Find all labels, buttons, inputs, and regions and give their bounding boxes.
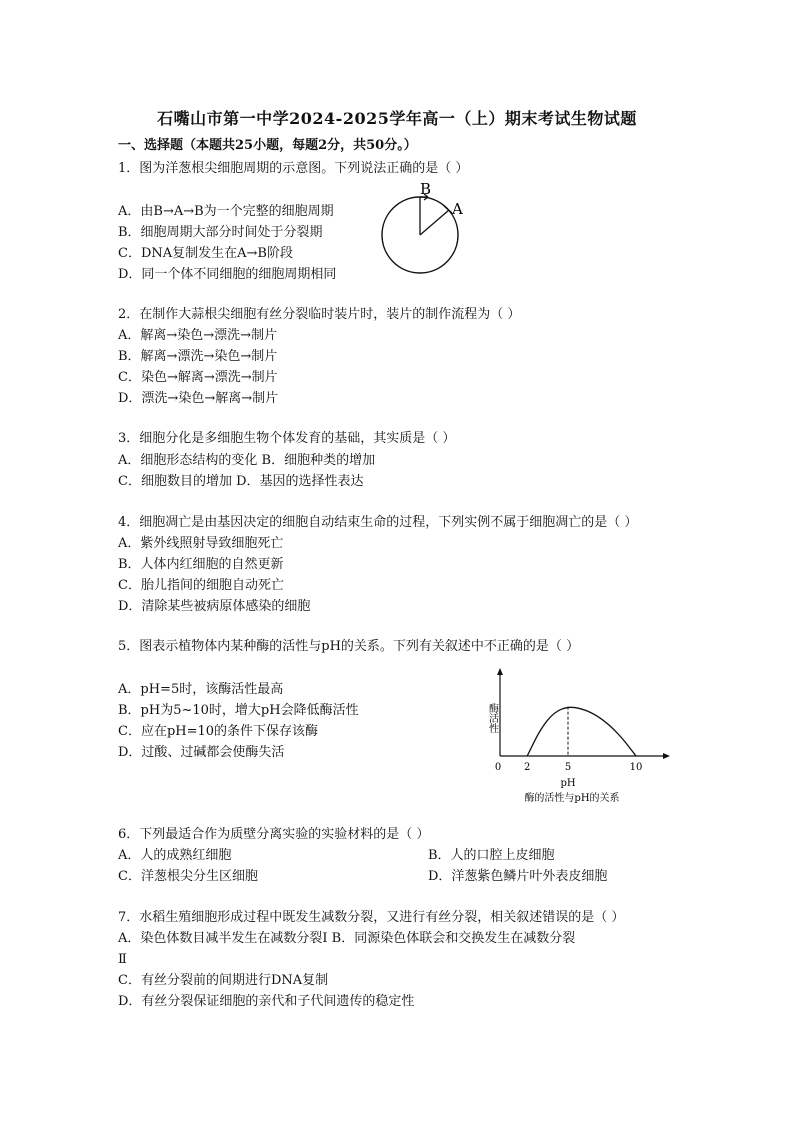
q7-stem: 7．水稻生殖细胞形成过程中既发生减数分裂，又进行有丝分裂，相关叙述错误的是（ ） (118, 910, 625, 925)
q6-option-c: C．洋葱根尖分生区细胞 (118, 869, 258, 884)
x-axis-arrow-icon (663, 753, 670, 759)
q3-options-cd: C．细胞数目的增加 D．基因的选择性表达 (118, 474, 364, 489)
q6-option-a: A．人的成熟红细胞 (118, 848, 232, 863)
q2-option-c: C．染色→解离→漂洗→制片 (118, 370, 278, 385)
q3-options-ab: A．细胞形态结构的变化 B．细胞种类的增加 (118, 453, 376, 468)
chart-caption: 酶的活性与pH的关系 (524, 793, 620, 804)
q4-option-c: C．胎儿指间的细胞自动死亡 (118, 578, 284, 593)
arrow-a-icon (444, 206, 452, 213)
y-axis-label: 酶活性 (486, 703, 498, 733)
activity-curve (527, 707, 636, 756)
x-tick-label: 10 (629, 762, 643, 773)
q5-option-d: D．过酸、过碱都会使酶失活 (118, 745, 285, 760)
q5-option-c: C．应在pH=10的条件下保存该酶 (118, 724, 319, 739)
q2-option-d: D．漂洗→染色→解离→制片 (118, 391, 279, 406)
enzyme-ph-chart (470, 660, 680, 810)
q6-stem: 6．下列最适合作为质壁分离实验的实验材料的是（ ） (118, 827, 430, 842)
page-title: 石嘴山市第一中学2024-2025学年高一（上）期末考试生物试题 (157, 109, 637, 128)
q5-stem: 5．图表示植物体内某种酶的活性与pH的关系。下列有关叙述中不正确的是（ ） (118, 639, 580, 654)
q7-option-b-continued: Ⅱ (118, 952, 127, 967)
q1-option-d: D．同一个体不同细胞的细胞周期相同 (118, 267, 337, 282)
x-tick-label: 0 (494, 762, 502, 773)
q5-option-a: A．pH=5时，该酶活性最高 (118, 682, 284, 697)
x-axis-label: pH (560, 778, 576, 789)
q2-option-a: A．解离→染色→漂洗→制片 (118, 328, 278, 343)
q1-option-c: C．DNA复制发生在A→B阶段 (118, 246, 293, 261)
q7-options-ab: A．染色体数目减半发生在减数分裂Ⅰ B．同源染色体联会和交换发生在减数分裂 (118, 931, 576, 946)
q7-option-d: D．有丝分裂保证细胞的亲代和子代间遗传的稳定性 (118, 994, 415, 1009)
q5-option-b: B．pH为5~10时，增大pH会降低酶活性 (118, 703, 359, 718)
label-b: B (420, 180, 432, 198)
q6-option-d: D．洋葱紫色鳞片叶外表皮细胞 (428, 869, 608, 884)
cell-cycle-diagram (370, 180, 480, 280)
section-heading: 一、选择题（本题共25小题，每题2分，共50分。） (118, 138, 417, 153)
x-tick-label: 2 (524, 762, 531, 773)
q6-option-b: B．人的口腔上皮细胞 (428, 848, 555, 863)
q1-option-b: B．细胞周期大部分时间处于分裂期 (118, 225, 323, 240)
q7-option-c: C．有丝分裂前的间期进行DNA复制 (118, 973, 329, 988)
q1-option-a: A．由B→A→B为一个完整的细胞周期 (118, 204, 334, 219)
q4-option-b: B．人体内红细胞的自然更新 (118, 557, 284, 572)
y-axis-arrow-icon (497, 668, 503, 675)
label-a: A (452, 200, 463, 218)
q3-stem: 3．细胞分化是多细胞生物个体发育的基础，其实质是（ ） (118, 431, 456, 446)
q2-option-b: B．解离→漂洗→染色→制片 (118, 349, 278, 364)
radius-to-a (420, 210, 449, 235)
q4-stem: 4．细胞凋亡是由基因决定的细胞自动结束生命的过程，下列实例不属于细胞凋亡的是（ ） (118, 515, 638, 530)
x-tick-label: 5 (564, 762, 572, 773)
q4-option-a: A．紫外线照射导致细胞死亡 (118, 536, 284, 551)
q2-stem: 2．在制作大蒜根尖细胞有丝分裂临时装片时，装片的制作流程为（ ） (118, 307, 521, 322)
q1-stem: 1．图为洋葱根尖细胞周期的示意图。下列说法正确的是（ ） (118, 161, 469, 176)
q4-option-d: D．清除某些被病原体感染的细胞 (118, 599, 311, 614)
